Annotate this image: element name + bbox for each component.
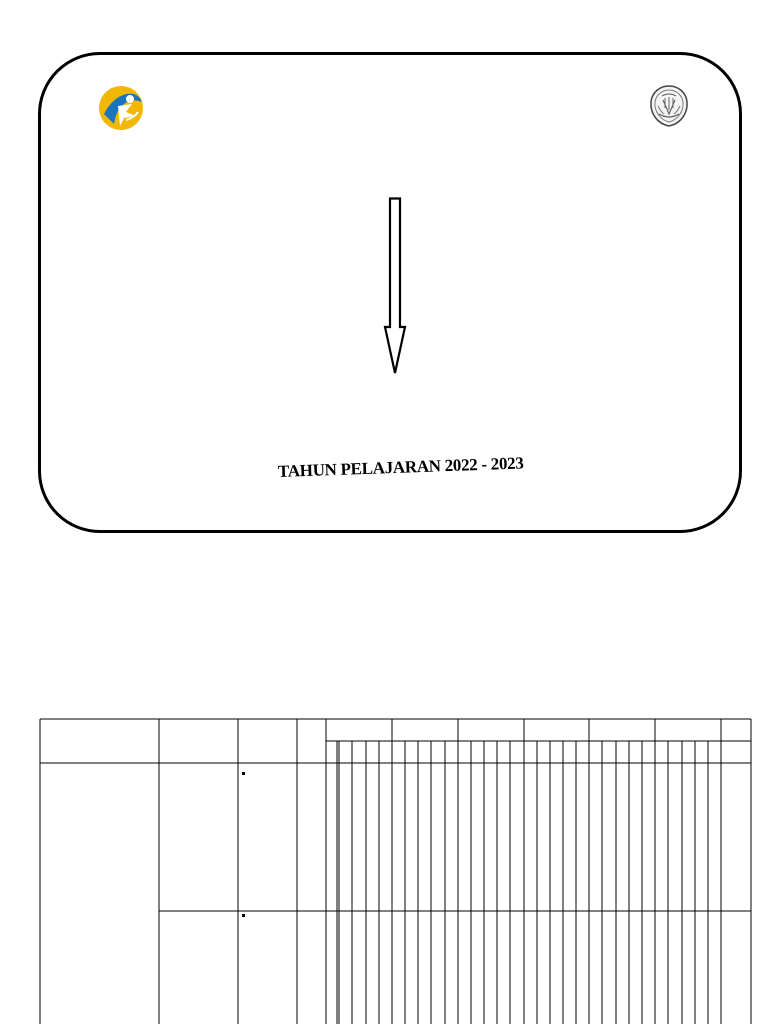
row-bullet-icon (242, 914, 245, 917)
row-bullet-icon (242, 772, 245, 775)
cover-title: TAHUN PELAJARAN 2022 - 2023 (277, 453, 524, 481)
